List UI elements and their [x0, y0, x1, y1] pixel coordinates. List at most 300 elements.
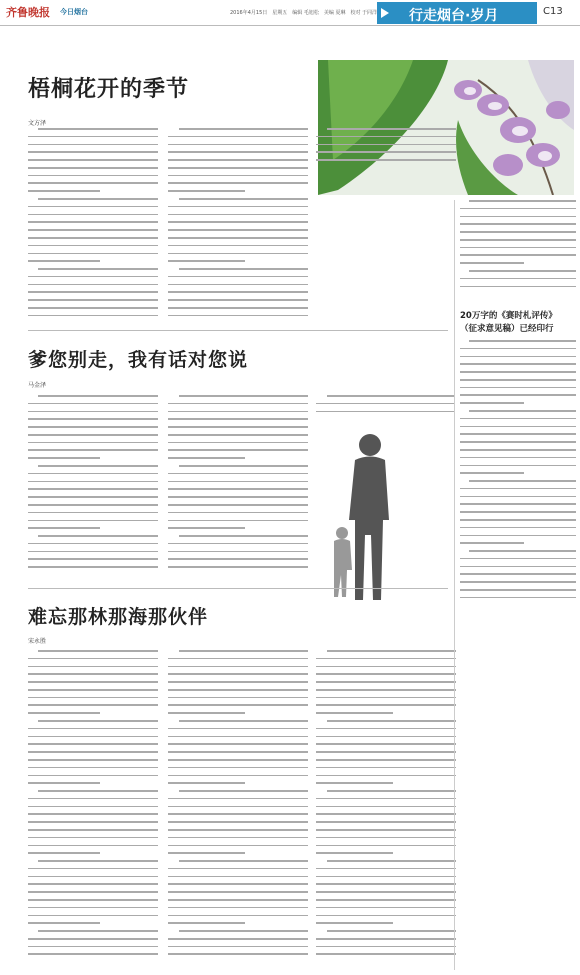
text-line	[327, 650, 456, 652]
article-title-3: 难忘那林那海那伙伴	[28, 606, 209, 628]
column-tag-bar	[377, 2, 537, 24]
text-line	[28, 481, 158, 483]
text-line	[28, 666, 158, 668]
text-line	[28, 245, 158, 247]
text-line	[38, 720, 158, 722]
text-line	[168, 253, 308, 255]
text-line	[168, 457, 245, 459]
text-line	[168, 496, 308, 498]
text-line	[179, 198, 308, 200]
text-line	[168, 558, 308, 560]
text-line	[460, 239, 576, 241]
text-line	[28, 291, 158, 293]
text-line	[316, 821, 456, 823]
text-line	[179, 720, 308, 722]
page-header	[0, 0, 580, 26]
text-line	[316, 681, 456, 683]
text-line	[28, 276, 158, 278]
sidebar-body	[460, 340, 576, 605]
article-author-3: 宋永胜	[28, 638, 47, 645]
article-body-1-col-2	[168, 128, 308, 323]
text-line	[460, 597, 576, 599]
text-line	[460, 356, 576, 358]
text-line	[28, 457, 100, 459]
text-line	[28, 449, 158, 451]
text-line	[327, 720, 456, 722]
article-title-1: 梧桐花开的季节	[28, 76, 190, 102]
text-line	[168, 876, 308, 878]
text-line	[28, 689, 158, 691]
text-line	[469, 200, 576, 202]
text-line	[168, 291, 308, 293]
text-line	[28, 167, 158, 169]
divider	[28, 588, 448, 589]
text-line	[469, 270, 576, 272]
text-line	[327, 860, 456, 862]
column-divider	[454, 200, 455, 970]
text-line	[28, 891, 158, 893]
text-line	[168, 767, 308, 769]
text-line	[179, 650, 308, 652]
text-line	[28, 712, 100, 714]
text-line	[168, 704, 308, 706]
text-line	[28, 883, 158, 885]
text-line	[460, 589, 576, 591]
text-line	[179, 790, 308, 792]
text-line	[460, 254, 576, 256]
text-line	[469, 550, 576, 552]
article-author-2: 马金泽	[28, 382, 47, 389]
text-line	[168, 473, 308, 475]
text-line	[28, 899, 158, 901]
text-line	[469, 410, 576, 412]
text-line	[460, 208, 576, 210]
text-line	[38, 650, 158, 652]
text-line	[168, 434, 308, 436]
article-title-2: 爹您别走，我有话对您说	[28, 349, 249, 371]
text-line	[28, 411, 158, 413]
text-line	[460, 286, 576, 288]
text-line	[168, 689, 308, 691]
text-line	[28, 520, 158, 522]
text-line	[316, 915, 456, 917]
text-line	[28, 527, 100, 529]
text-line	[28, 229, 158, 231]
text-line	[168, 759, 308, 761]
text-line	[28, 253, 158, 255]
article-body-2-col-2	[168, 395, 308, 574]
text-line	[28, 488, 158, 490]
text-line	[460, 348, 576, 350]
text-line	[28, 418, 158, 420]
text-line	[316, 899, 456, 901]
text-line	[316, 806, 456, 808]
sidebar-title-line-2: （征求意见稿）已经印行	[460, 324, 554, 334]
text-line	[28, 922, 100, 924]
text-line	[28, 190, 100, 192]
text-line	[28, 845, 158, 847]
text-line	[38, 128, 158, 130]
text-line	[327, 395, 454, 397]
text-line	[460, 441, 576, 443]
text-line	[28, 151, 158, 153]
text-line	[316, 829, 456, 831]
text-line	[179, 860, 308, 862]
text-line	[28, 876, 158, 878]
edition-meta: 2016年4月15日 星期五 编辑 毛旭松 美编 夏琳 校对 于同洋	[230, 10, 378, 16]
text-line	[316, 658, 456, 660]
text-line	[168, 566, 308, 568]
text-line	[168, 915, 308, 917]
text-line	[460, 433, 576, 435]
text-line	[316, 891, 456, 893]
text-line	[469, 340, 576, 342]
text-line	[168, 899, 308, 901]
text-line	[460, 488, 576, 490]
text-line	[168, 512, 308, 514]
text-line	[28, 442, 158, 444]
text-line	[28, 260, 100, 262]
text-line	[28, 728, 158, 730]
text-line	[168, 946, 308, 948]
text-line	[316, 144, 456, 146]
text-line	[316, 159, 456, 161]
newspaper-logo: 齐鲁晚报	[6, 6, 50, 19]
text-line	[460, 426, 576, 428]
text-line	[316, 712, 393, 714]
text-line	[460, 558, 576, 560]
text-line	[28, 697, 158, 699]
text-line	[28, 284, 158, 286]
text-line	[316, 666, 456, 668]
text-line	[316, 736, 456, 738]
text-line	[168, 883, 308, 885]
text-line	[316, 743, 456, 745]
text-line	[460, 449, 576, 451]
divider	[28, 330, 448, 331]
text-line	[316, 697, 456, 699]
text-line	[28, 751, 158, 753]
text-line	[168, 907, 308, 909]
text-line	[28, 938, 158, 940]
text-line	[316, 673, 456, 675]
text-line	[28, 798, 158, 800]
text-line	[168, 852, 245, 854]
text-line	[168, 798, 308, 800]
text-line	[460, 223, 576, 225]
text-line	[28, 214, 158, 216]
text-line	[168, 426, 308, 428]
text-line	[28, 915, 158, 917]
text-line	[28, 946, 158, 948]
section-name: 今日烟台	[60, 8, 88, 16]
text-line	[28, 175, 158, 177]
text-line	[168, 543, 308, 545]
text-line	[460, 371, 576, 373]
text-line	[28, 551, 158, 553]
text-line	[168, 299, 308, 301]
text-line	[316, 704, 456, 706]
text-line	[28, 767, 158, 769]
text-line	[168, 806, 308, 808]
article-body-3-col-1	[28, 650, 158, 961]
text-line	[28, 315, 158, 317]
text-line	[460, 519, 576, 521]
text-line	[168, 681, 308, 683]
text-line	[316, 775, 456, 777]
text-line	[460, 418, 576, 420]
text-line	[28, 159, 158, 161]
text-line	[316, 946, 456, 948]
text-line	[168, 829, 308, 831]
text-line	[28, 566, 158, 568]
text-line	[316, 953, 456, 955]
text-line	[316, 728, 456, 730]
text-line	[168, 284, 308, 286]
text-line	[28, 759, 158, 761]
text-line	[460, 231, 576, 233]
text-line	[28, 543, 158, 545]
text-line	[179, 128, 308, 130]
text-line	[168, 658, 308, 660]
text-line	[460, 402, 524, 404]
text-line	[168, 504, 308, 506]
text-line	[179, 930, 308, 932]
text-line	[168, 697, 308, 699]
text-line	[168, 712, 245, 714]
text-line	[168, 520, 308, 522]
text-line	[28, 658, 158, 660]
text-line	[28, 237, 158, 239]
text-line	[28, 821, 158, 823]
text-line	[28, 496, 158, 498]
text-line	[168, 144, 308, 146]
text-line	[316, 798, 456, 800]
text-line	[38, 860, 158, 862]
text-line	[168, 229, 308, 231]
text-line	[28, 221, 158, 223]
text-line	[316, 151, 456, 153]
text-line	[316, 689, 456, 691]
text-line	[179, 465, 308, 467]
text-line	[28, 868, 158, 870]
text-line	[28, 953, 158, 955]
text-line	[38, 930, 158, 932]
text-line	[460, 581, 576, 583]
text-line	[28, 837, 158, 839]
article-body-3-col-2	[168, 650, 308, 961]
text-line	[168, 411, 308, 413]
text-line	[28, 403, 158, 405]
arrow-icon	[381, 8, 389, 18]
text-line	[168, 418, 308, 420]
text-line	[460, 496, 576, 498]
text-line	[168, 245, 308, 247]
text-line	[28, 434, 158, 436]
text-line	[168, 782, 245, 784]
text-line	[28, 806, 158, 808]
sidebar-body-top	[460, 200, 576, 293]
text-line	[327, 128, 456, 130]
text-line	[38, 395, 158, 397]
text-line	[168, 449, 308, 451]
text-line	[38, 198, 158, 200]
text-line	[168, 276, 308, 278]
text-line	[168, 813, 308, 815]
text-line	[38, 535, 158, 537]
text-line	[316, 868, 456, 870]
text-line	[28, 673, 158, 675]
text-line	[168, 206, 308, 208]
text-line	[460, 262, 524, 264]
text-line	[168, 260, 245, 262]
text-line	[460, 472, 524, 474]
text-line	[179, 395, 308, 397]
text-line	[168, 551, 308, 553]
text-line	[316, 751, 456, 753]
text-line	[28, 775, 158, 777]
text-line	[316, 922, 393, 924]
text-line	[316, 907, 456, 909]
text-line	[38, 268, 158, 270]
text-line	[460, 394, 576, 396]
text-line	[168, 751, 308, 753]
text-line	[168, 214, 308, 216]
text-line	[316, 782, 393, 784]
text-line	[28, 743, 158, 745]
text-line	[38, 465, 158, 467]
text-line	[28, 681, 158, 683]
text-line	[168, 736, 308, 738]
text-line	[460, 527, 576, 529]
text-line	[28, 299, 158, 301]
text-line	[327, 790, 456, 792]
text-line	[28, 512, 158, 514]
text-line	[168, 775, 308, 777]
text-line	[168, 743, 308, 745]
text-line	[168, 159, 308, 161]
text-line	[460, 542, 524, 544]
text-line	[28, 736, 158, 738]
text-line	[28, 782, 100, 784]
article-body-1-col-1	[28, 128, 158, 323]
text-line	[179, 268, 308, 270]
text-line	[460, 363, 576, 365]
text-line	[168, 175, 308, 177]
article-body-2-col-1	[28, 395, 158, 574]
text-line	[316, 845, 456, 847]
text-line	[316, 136, 456, 138]
text-line	[168, 673, 308, 675]
text-line	[38, 790, 158, 792]
text-line	[168, 488, 308, 490]
text-line	[460, 535, 576, 537]
text-line	[460, 573, 576, 575]
article-body-3-col-3	[316, 650, 456, 961]
text-line	[168, 182, 308, 184]
text-line	[168, 190, 245, 192]
text-line	[460, 247, 576, 249]
text-line	[316, 938, 456, 940]
text-line	[316, 411, 454, 413]
article-body-1-col-3	[316, 128, 456, 167]
text-line	[316, 876, 456, 878]
text-line	[28, 829, 158, 831]
text-line	[168, 953, 308, 955]
text-line	[460, 566, 576, 568]
text-line	[469, 480, 576, 482]
text-line	[460, 511, 576, 513]
text-line	[168, 221, 308, 223]
text-line	[168, 666, 308, 668]
sidebar-title-line-1: 20万字的《赛时札评传》	[460, 311, 557, 321]
father-child-silhouette	[325, 425, 395, 605]
text-line	[28, 852, 100, 854]
page-number: C13	[543, 6, 563, 17]
text-line	[168, 891, 308, 893]
text-line	[168, 728, 308, 730]
text-line	[168, 845, 308, 847]
text-line	[179, 535, 308, 537]
text-line	[168, 821, 308, 823]
text-line	[316, 813, 456, 815]
column-tag: 行走烟台·岁月	[409, 8, 499, 24]
text-line	[28, 206, 158, 208]
text-line	[316, 883, 456, 885]
text-line	[28, 182, 158, 184]
text-line	[460, 216, 576, 218]
text-line	[316, 852, 393, 854]
article-body-2-col-3	[316, 395, 454, 418]
text-line	[168, 237, 308, 239]
text-line	[460, 457, 576, 459]
text-line	[168, 481, 308, 483]
text-line	[28, 473, 158, 475]
text-line	[28, 504, 158, 506]
text-line	[168, 938, 308, 940]
text-line	[168, 868, 308, 870]
sidebar-title	[460, 310, 578, 336]
text-line	[460, 503, 576, 505]
text-line	[316, 759, 456, 761]
text-line	[28, 426, 158, 428]
text-line	[460, 387, 576, 389]
text-line	[316, 767, 456, 769]
text-line	[28, 704, 158, 706]
text-line	[168, 307, 308, 309]
text-line	[28, 136, 158, 138]
text-line	[28, 558, 158, 560]
text-line	[28, 907, 158, 909]
text-line	[168, 151, 308, 153]
text-line	[168, 837, 308, 839]
text-line	[28, 307, 158, 309]
text-line	[460, 278, 576, 280]
text-line	[168, 136, 308, 138]
text-line	[460, 465, 576, 467]
text-line	[168, 403, 308, 405]
text-line	[28, 144, 158, 146]
text-line	[460, 379, 576, 381]
text-line	[327, 930, 456, 932]
text-line	[168, 527, 245, 529]
text-line	[316, 403, 454, 405]
article-author-1: 文方泽	[28, 120, 47, 127]
text-line	[168, 442, 308, 444]
text-line	[316, 837, 456, 839]
text-line	[28, 813, 158, 815]
text-line	[168, 167, 308, 169]
